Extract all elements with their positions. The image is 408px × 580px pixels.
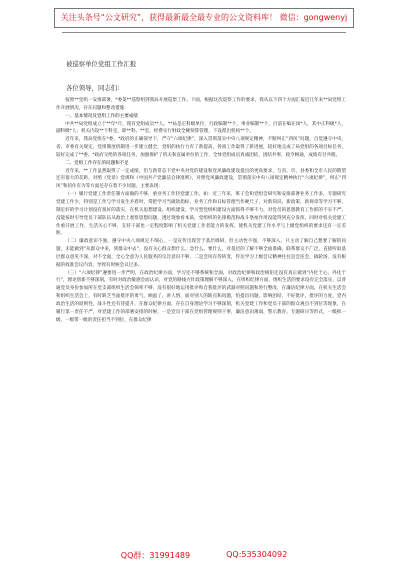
- section-heading: 二、党组工作存在的问题和不足: [65, 160, 129, 166]
- banner-text: 关注头条号“公文研究”，获得最新最全最专业的公文资料库！ 微信：gongwenyj: [54, 8, 354, 28]
- document-salutation: 各位领导，同志们：: [66, 84, 124, 92]
- body-paragraph: 近年来，**工作虽然取得了一定成绩，但与新常态下党中央对党的建设和党风廉政建设提出的更高要求，与省、市、县委和全市人民的期望还有很大的差距，对照《党章》党规和《中国共产党廉洁自律准则》，对照党风廉政建设，贯彻落实中央八项规定精神执行“六项纪律”，纠正“四风”和扭住有为等方面还存在着不少问题，主要表现：: [56, 168, 346, 190]
- body-paragraph: 中共**局党组成立于**年*月，现有党组成员**人。**局是正科级单位，行政编制**个，事业编制**个，目前在编在岗*人，其中正科级*人，副科级*人；机关内设**个科室，即**科、**室，经费实行财政全额预算管理，下设派出机构**个。: [56, 121, 346, 135]
- footer-contact: [0, 550, 408, 566]
- header-divider: [62, 32, 346, 33]
- body-paragraph: （二）廉政意识不强，遵守中央八项规定不细心，一是宣传出现苦于基层调研，但主动性不强，不够深入，只主动了解自己想要了解的问题，未能做到“从群众中来，到群众中去”，没有关心群众想什么、急什么、要什么，对基层的了解不够全面准确，联系群众不广泛，直接听取基层群众意见不深，对不全面，全心全意为人民服务的宗旨意识不够，二是会风有待转变，传达学习上级会议精神往往是会连会，搞轮场，没有根据的找准会议内容，导致有时候会议过多。: [56, 239, 346, 268]
- body-paragraph: （三）“六项纪律”遵要进一步严明，在政治纪律方面，学习还不够系统和全面，对政治纪律和政治规矩还没有真正做到“内化于心，外化于行”，理论创新不够深刻，有时对政治敏感会面认识，对党的路线方针政策理解不够深入，在组织纪律方面，组织生活的要求没有完全落实，以普通党员身份参加所在党支部组织生活会频率不够，没有很好地运用批评和自我批评的武器对照问题和进行整改，在廉洁纪律方面，在机关生活会和组织生活会上，有时缺乏当面批评的勇气，顾虑了，讲人情，面对别人的缺点和问题，怕提出问题，影响团结，不好批评，批评的力度，党内政治生活的原则性，战斗性还有待提升，在群众纪律方面，存在自身理论学习不够深刻，机关党建工作和党员干部的群众观点不到位等现象，在履行第一责任不严，对党建工作的部署安排的时候，一是党员干部在党组管理规则干事，廉洁意识薄弱，警示教育、专题研讨等形式，一级抓一级，一级带一级的责任担当不到位，在群众纪律: [56, 270, 346, 323]
- footer-qq: QQ:535304092: [226, 550, 288, 559]
- body-paragraph: 近年来，我局党组在*委、*政府的正确领导下，严守“六项纪律”，深入贯彻落实中央八项规定精神，不断纠正“四风”问题，自觉遵守中央、省、市委有关规定，党组制度机制进一步建立健全，党组的执行力有了新提高，各项工作取得了新进展，较好地完成了局党组的各项目标任务，较好完成了**委、*政府交给的各项任务，加强保护了机关和直属单位的工作，全体党组成员真诚团结，团结共事，政令畅通，成绩有目共睹。: [56, 137, 346, 158]
- body-paragraph: （一）履行党建工作责任制方面做的不够，重业务工作轻党建工作。如：近三年来，班子会和党组会研究和安排部署业务工作多，专题研究党建工作少，特别是工作与学习发生矛盾时，常把学习当做软指标，业务工作和日标管理当作硬尺子，对新知识、新政策、新规章等学习不够，制定好的学习计划没有很好的落实，在机关思想建设、组织建设、学习型党组织建设方面抓得不够不力，对党员的思想教育工作抓的不实不严，没能按时引导党员干部队伍从政治上观察思想问题，透过现象看本质，党组织的先锋模范和战斗堡垒作用没能得到充分发挥，同时对机关党建工作重开展工作，生活关心不够，支持干部也一定程度影响了机关党建工作者能力的发挥，使机关党建工作水平与上级党组织的要求还有一定差距。: [56, 192, 346, 237]
- section-heading: 一、基本情况及党组工作的主要成绩: [65, 113, 138, 119]
- document-title: 被巡察单位党组工作汇报: [66, 60, 137, 68]
- footer-qq-group: QQ群：31991489: [120, 551, 191, 560]
- document-body: [56, 97, 346, 324]
- top-banner: [0, 8, 408, 30]
- body-paragraph: 按照**党组一安排部署，*委第**巡察组到我局开展巡察工作。下面，根据这次巡察工作的要求，我从以下四个方面汇报近几年来**局党组工作开展情况，存在问题和整改措施：: [56, 98, 346, 111]
